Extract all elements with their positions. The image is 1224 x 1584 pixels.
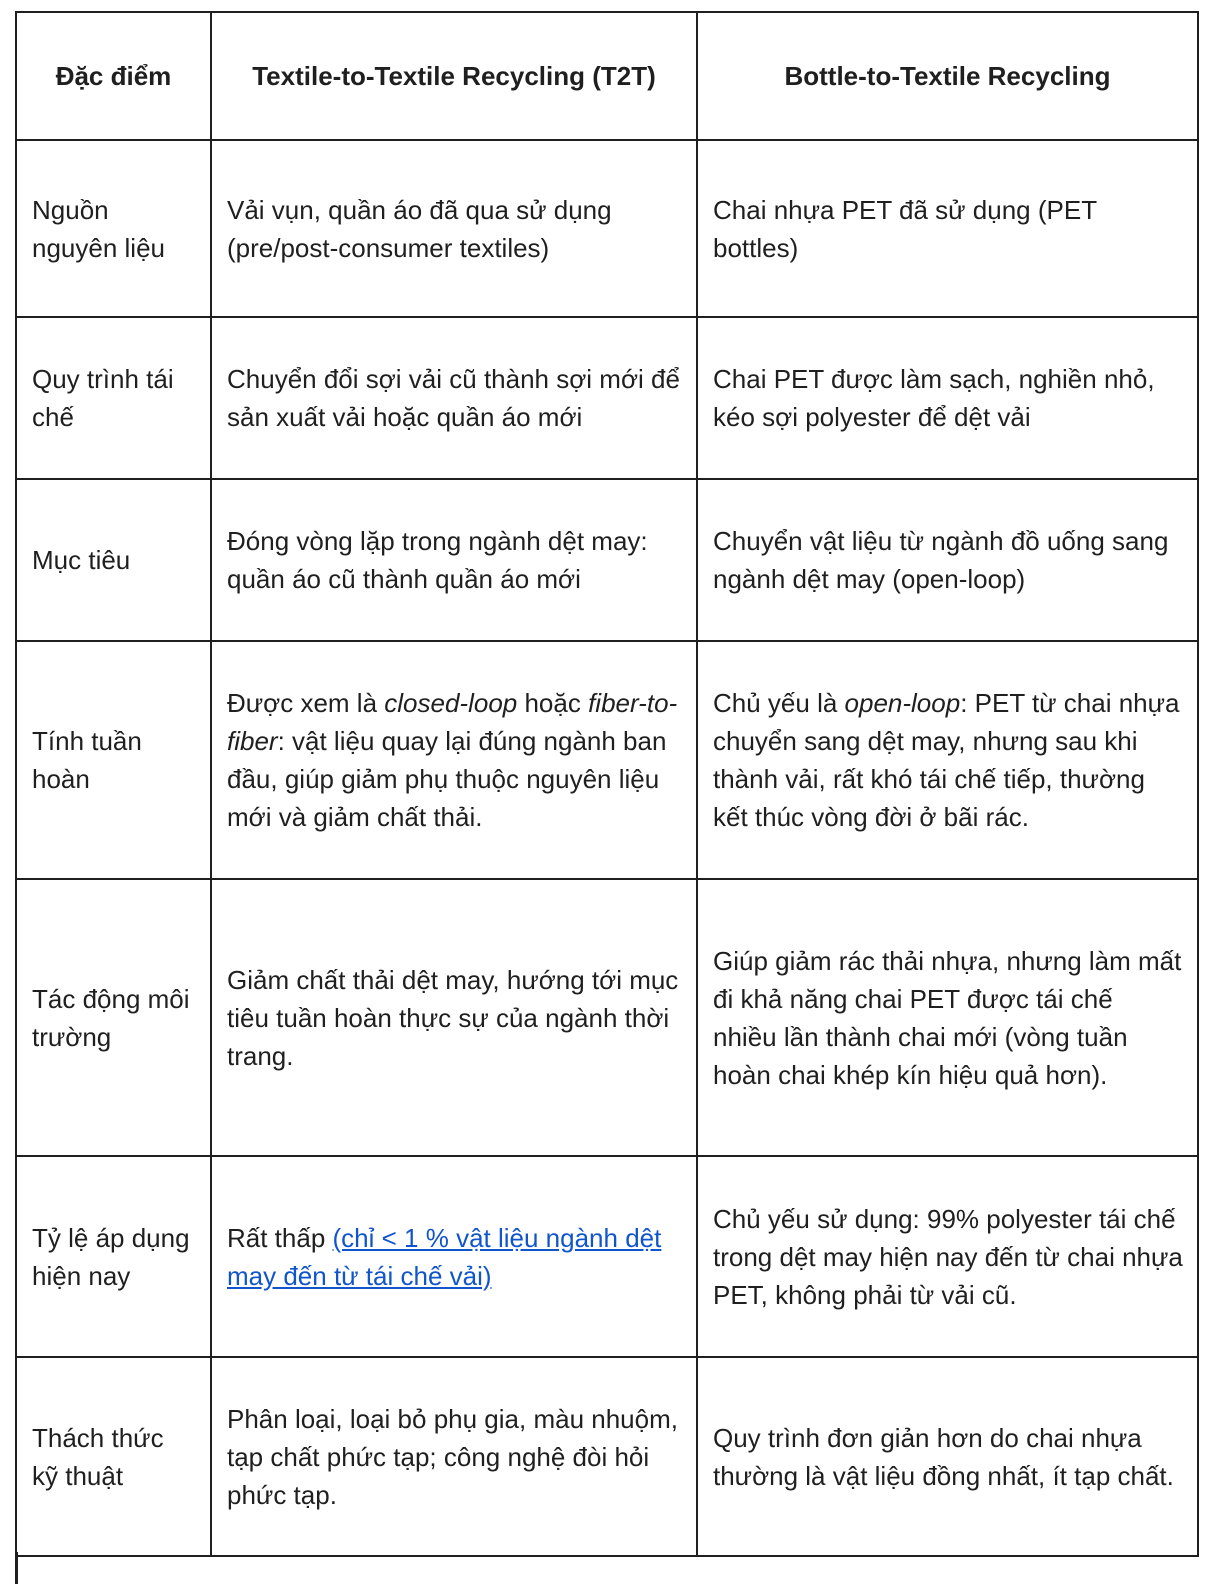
row-t2t: Giảm chất thải dệt may, hướng tới mục tiêu tuần hoàn thực sự của ngành thời trang. (211, 879, 697, 1156)
text-segment: Rất thấp (227, 1222, 333, 1253)
row-b2t: Quy trình đơn giản hơn do chai nhựa thường là vật liệu đồng nhất, ít tạp chất. (697, 1357, 1198, 1556)
text-segment: : vật liệu quay lại đúng ngành ban đầu, giúp giảm phụ thuộc nguyên liệu mới và giảm chất thải. (227, 726, 667, 832)
header-t2t: Textile-to-Textile Recycling (T2T) (211, 12, 697, 140)
text-segment: Được xem là (227, 688, 385, 718)
row-feature: Tác động môi trường (16, 879, 211, 1156)
text-segment: : PET từ chai nhựa chuyển sang dệt may, nhưng sau khi thành vải, rất khó tái chế tiếp, thường kết thúc vòng đời ở bãi rác. (713, 688, 1180, 832)
next-table-border (15, 1552, 18, 1584)
row-b2t: Chuyển vật liệu từ ngành đồ uống sang ngành dệt may (open-loop) (697, 479, 1198, 641)
row-b2t: Chai nhựa PET đã sử dụng (PET bottles) (697, 140, 1198, 317)
row-t2t: Đóng vòng lặp trong ngành dệt may: quần áo cũ thành quần áo mới (211, 479, 697, 641)
row-t2t (211, 641, 697, 879)
table-row (16, 317, 1198, 479)
row-b2t (697, 641, 1198, 879)
row-b2t: Chủ yếu sử dụng: 99% polyester tái chế trong dệt may hiện nay đến từ chai nhựa PET, không phải từ vải cũ. (697, 1156, 1198, 1357)
italic-term: open-loop (844, 688, 961, 718)
row-feature: Mục tiêu (16, 479, 211, 641)
header-feature: Đặc điểm (16, 12, 211, 140)
row-b2t: Chai PET được làm sạch, nghiền nhỏ, kéo sợi polyester để dệt vải (697, 317, 1198, 479)
header-b2t: Bottle-to-Textile Recycling (697, 12, 1198, 140)
table-row (16, 479, 1198, 641)
source-link[interactable]: (chỉ < 1 % vật liệu ngành dệt may đến từ tái chế vải) (227, 1222, 662, 1291)
table-row (16, 1357, 1198, 1556)
row-t2t: Chuyển đổi sợi vải cũ thành sợi mới để sản xuất vải hoặc quần áo mới (211, 317, 697, 479)
table-row (16, 641, 1198, 879)
table-row (16, 140, 1198, 317)
table-row (16, 1156, 1198, 1357)
row-t2t (211, 1156, 697, 1357)
text-segment: Chủ yếu là (713, 688, 845, 718)
table-row (16, 879, 1198, 1156)
comparison-table (15, 11, 1199, 1557)
italic-term: closed-loop (384, 688, 518, 718)
text-segment: hoặc (517, 688, 589, 718)
row-feature: Thách thức kỹ thuật (16, 1357, 211, 1556)
row-feature: Nguồn nguyên liệu (16, 140, 211, 317)
table-header-row (16, 12, 1198, 140)
row-feature: Tỷ lệ áp dụng hiện nay (16, 1156, 211, 1357)
row-t2t: Phân loại, loại bỏ phụ gia, màu nhuộm, tạp chất phức tạp; công nghệ đòi hỏi phức tạp. (211, 1357, 697, 1556)
row-b2t: Giúp giảm rác thải nhựa, nhưng làm mất đi khả năng chai PET được tái chế nhiều lần thành chai mới (vòng tuần hoàn chai khép kín hiệu quả hơn). (697, 879, 1198, 1156)
row-feature: Tính tuần hoàn (16, 641, 211, 879)
row-t2t: Vải vụn, quần áo đã qua sử dụng (pre/post-consumer textiles) (211, 140, 697, 317)
italic-term: fiber-to-fiber (227, 688, 678, 756)
row-feature: Quy trình tái chế (16, 317, 211, 479)
